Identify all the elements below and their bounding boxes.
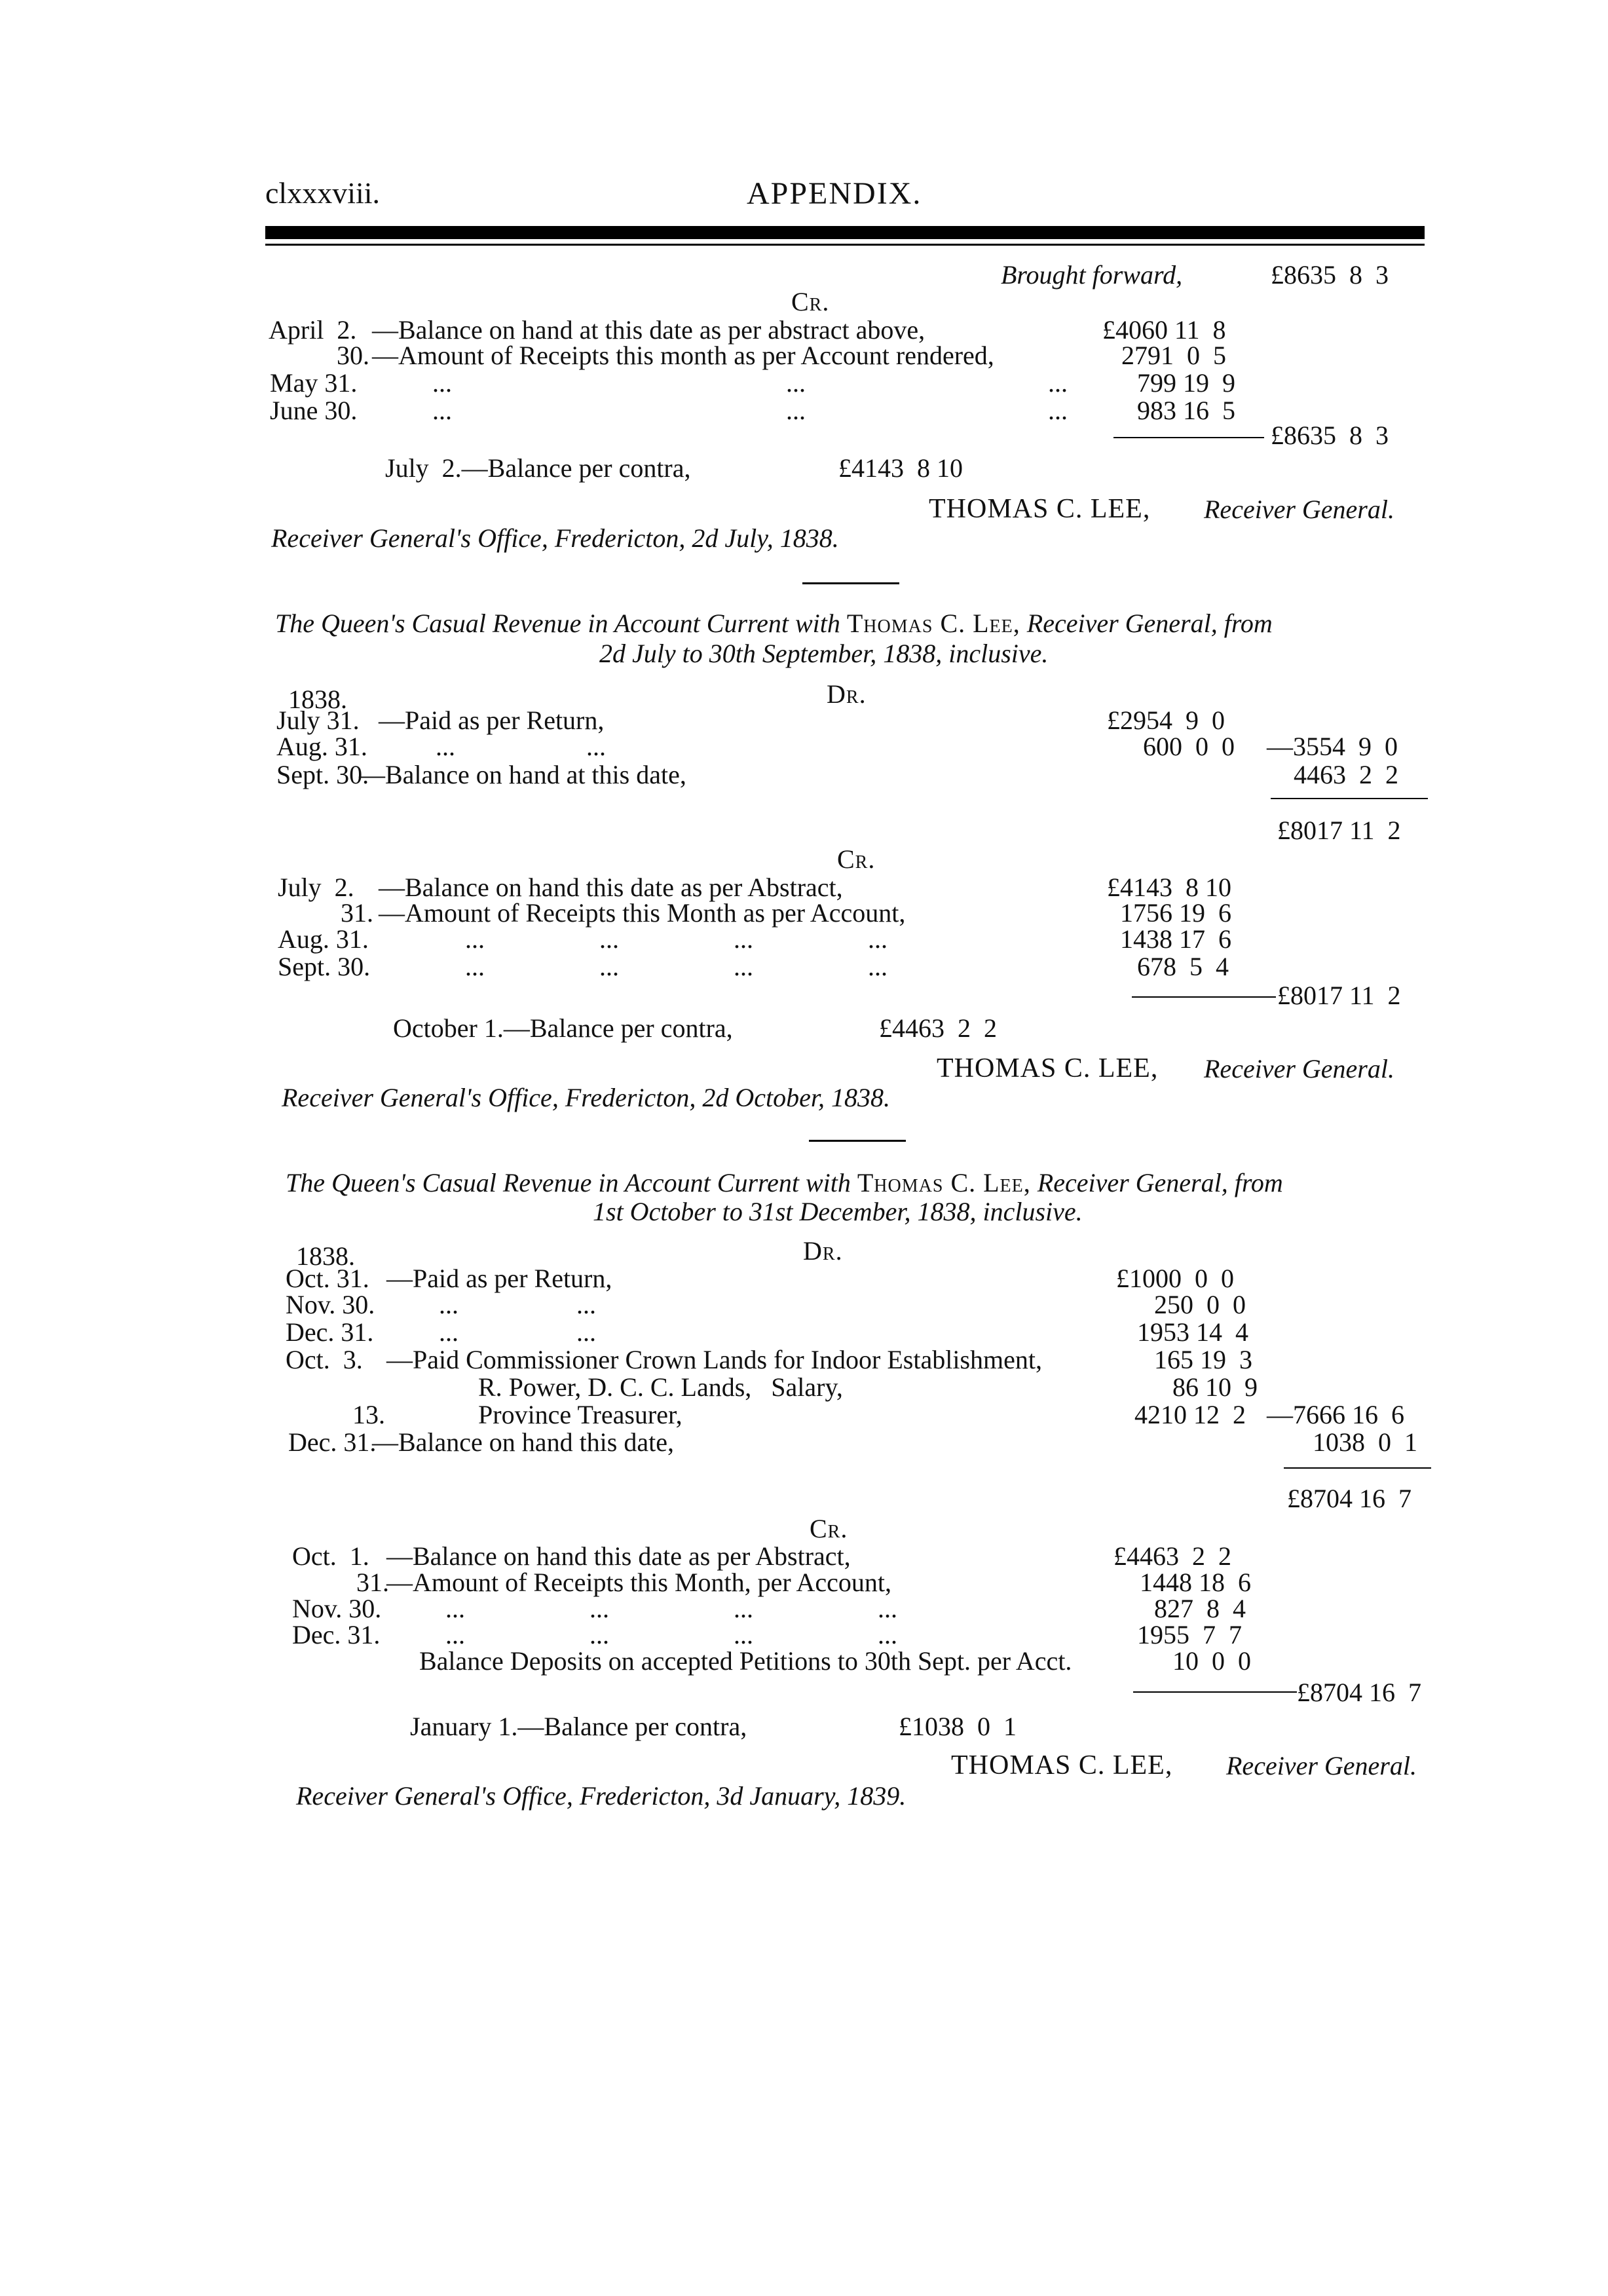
page-title: APPENDIX. xyxy=(747,176,922,211)
entry-amount: 1953 14 4 xyxy=(1137,1317,1248,1347)
ditto-marks: ... ... xyxy=(439,1290,596,1319)
entry-description: —Balance on hand this date as per Abstract, xyxy=(379,873,843,902)
dr-heading: Dr. xyxy=(803,1236,843,1266)
entry-description: —Paid as per Return, xyxy=(386,1264,612,1293)
year-label: 1838. xyxy=(288,685,347,714)
entry-amount: 827 8 4 xyxy=(1154,1594,1246,1623)
total-rule xyxy=(1132,996,1276,998)
account-heading-line1 xyxy=(286,1170,1283,1196)
account-heading-line1 xyxy=(275,611,1273,637)
total-rule xyxy=(1284,1467,1431,1469)
entry-description: Province Treasurer, xyxy=(478,1400,682,1429)
entry-amount: 799 19 9 xyxy=(1137,368,1235,398)
year-label: 1838. xyxy=(296,1241,355,1271)
entry-amount: £1000 0 0 xyxy=(1116,1264,1234,1293)
entry-date: Dec. 31. xyxy=(292,1620,381,1649)
cr-heading: Cr. xyxy=(837,844,876,874)
cr-heading: Cr. xyxy=(791,287,830,316)
entry-description: —Amount of Receipts this Month, per Account, xyxy=(386,1568,892,1597)
heading-text: The Queen's Casual Revenue in Account Current with xyxy=(275,609,840,638)
ditto-marks: ... ... ... xyxy=(432,368,1068,398)
signature-name: THOMAS C. LEE, xyxy=(937,1053,1159,1083)
entry-date: Nov. 30. xyxy=(286,1290,375,1319)
ditto-marks: ... ... xyxy=(439,1317,596,1347)
entry-subtotal: —3554 9 0 xyxy=(1267,732,1398,761)
balance-contra-amount: £4143 8 10 xyxy=(838,453,963,483)
brought-forward-label: Brought forward, xyxy=(1001,260,1183,290)
entry-date: Nov. 30. xyxy=(292,1594,382,1623)
entry-amount: £4463 2 2 xyxy=(1113,1541,1231,1571)
entry-subtotal: 1038 0 1 xyxy=(1313,1427,1417,1457)
entry-description: —Balance on hand this date, xyxy=(372,1427,674,1457)
heading-text: Receiver General, from xyxy=(1037,1168,1283,1197)
signature-name: THOMAS C. LEE, xyxy=(929,494,1151,524)
entry-date: Oct. 3. xyxy=(286,1345,363,1374)
entry-amount: 10 0 0 xyxy=(1172,1646,1251,1676)
entry-description: —Balance on hand at this date as per abstract above, xyxy=(372,315,926,345)
ditto-marks: ... ... ... xyxy=(432,396,1068,425)
entry-date: 31. xyxy=(356,1568,389,1597)
ditto-marks: ... ... xyxy=(436,732,606,761)
entry-date: 30. xyxy=(337,341,369,370)
signature-title: Receiver General. xyxy=(1226,1751,1417,1780)
entry-date: July 2. xyxy=(278,873,354,902)
entry-amount: 1955 7 7 xyxy=(1137,1620,1242,1649)
entry-date: Dec. 31. xyxy=(286,1317,374,1347)
section-separator xyxy=(802,582,899,584)
entry-amount: £4143 8 10 xyxy=(1107,873,1231,902)
ditto-marks: ... ... ... ... xyxy=(465,952,888,981)
entry-date: June 30. xyxy=(270,396,358,425)
dr-total: £8704 16 7 xyxy=(1287,1484,1412,1513)
account-heading-line2: 2d July to 30th September, 1838, inclusive. xyxy=(599,639,1049,668)
entry-date: Aug. 31. xyxy=(276,732,367,761)
entry-description: —Amount of Receipts this Month as per Account, xyxy=(379,898,906,928)
entry-amount: 600 0 0 xyxy=(1143,732,1235,761)
office-line: Receiver General's Office, Fredericton, 3d January, 1839. xyxy=(296,1781,907,1811)
dr-total: £8017 11 2 xyxy=(1277,816,1401,845)
signature-title: Receiver General. xyxy=(1204,495,1394,524)
entry-date: Sept. 30. xyxy=(276,760,369,789)
total-rule xyxy=(1133,1691,1297,1693)
entry-amount: 1438 17 6 xyxy=(1120,924,1231,954)
entry-amount: 250 0 0 xyxy=(1154,1290,1246,1319)
balance-contra-label: January 1.—Balance per contra, xyxy=(410,1712,747,1741)
balance-contra-amount: £4463 2 2 xyxy=(879,1013,997,1043)
heading-name: Thomas C. Lee, xyxy=(846,609,1020,638)
balance-contra-amount: £1038 0 1 xyxy=(899,1712,1017,1741)
entry-amount: 1448 18 6 xyxy=(1140,1568,1251,1597)
account-heading-line2: 1st October to 31st December, 1838, inclusive. xyxy=(593,1197,1083,1226)
entry-date: Oct. 31. xyxy=(286,1264,369,1293)
signature-name: THOMAS C. LEE, xyxy=(951,1750,1173,1780)
entry-description: —Balance on hand this date as per Abstract, xyxy=(386,1541,851,1571)
entry-amount: 2791 0 5 xyxy=(1121,341,1226,370)
entry-description: —Paid as per Return, xyxy=(379,706,605,735)
entry-amount: £4060 11 8 xyxy=(1102,315,1226,345)
brought-forward-amount: £8635 8 3 xyxy=(1271,260,1389,290)
heading-text: Receiver General, from xyxy=(1026,609,1273,638)
entry-date: 13. xyxy=(352,1400,385,1429)
entry-date: Dec. 31. xyxy=(288,1427,377,1457)
office-line: Receiver General's Office, Fredericton, 2d July, 1838. xyxy=(271,523,839,553)
heading-text: The Queen's Casual Revenue in Account Current with xyxy=(286,1168,851,1197)
entry-amount: 86 10 9 xyxy=(1172,1372,1258,1402)
entry-subtotal: 4463 2 2 xyxy=(1294,760,1398,789)
entry-amount: 678 5 4 xyxy=(1137,952,1229,981)
header-rule-thick xyxy=(265,226,1425,239)
entry-subtotal: —7666 16 6 xyxy=(1267,1400,1404,1429)
ditto-marks: ... ... ... ... xyxy=(465,924,888,954)
entry-amount: £2954 9 0 xyxy=(1107,706,1225,735)
section-separator xyxy=(809,1140,906,1142)
entry-description: —Balance on hand at this date, xyxy=(359,760,686,789)
entry-description: Balance Deposits on accepted Petitions to 30th Sept. per Acct. xyxy=(419,1646,1072,1676)
entry-description: R. Power, D. C. C. Lands, Salary, xyxy=(478,1372,843,1402)
entry-date: 31. xyxy=(341,898,373,928)
entry-date: July 31. xyxy=(276,706,360,735)
total-rule xyxy=(1271,798,1428,799)
page-number: clxxxviii. xyxy=(265,176,381,210)
signature-title: Receiver General. xyxy=(1204,1054,1394,1083)
entry-date: Aug. 31. xyxy=(278,924,369,954)
entry-date: Sept. 30. xyxy=(278,952,371,981)
heading-name: Thomas C. Lee, xyxy=(857,1168,1031,1197)
entry-amount: 165 19 3 xyxy=(1154,1345,1252,1374)
balance-contra-label: July 2.—Balance per contra, xyxy=(385,453,691,483)
total-rule xyxy=(1113,437,1264,438)
entry-date: April 2. xyxy=(269,315,357,345)
entry-date: May 31. xyxy=(270,368,358,398)
cr-total: £8635 8 3 xyxy=(1271,421,1389,450)
entry-description: —Amount of Receipts this month as per Account rendered, xyxy=(372,341,994,370)
entry-amount: 983 16 5 xyxy=(1137,396,1235,425)
entry-description: —Paid Commissioner Crown Lands for Indoor Establishment, xyxy=(386,1345,1043,1374)
ditto-marks: ... ... ... ... xyxy=(445,1620,897,1649)
header-rule-thin xyxy=(265,244,1425,246)
cr-total: £8704 16 7 xyxy=(1297,1678,1421,1707)
dr-heading: Dr. xyxy=(827,679,867,709)
balance-contra-label: October 1.—Balance per contra, xyxy=(393,1013,733,1043)
entry-amount: 1756 19 6 xyxy=(1120,898,1231,928)
office-line: Receiver General's Office, Fredericton, 2d October, 1838. xyxy=(282,1083,891,1112)
cr-total: £8017 11 2 xyxy=(1277,981,1401,1010)
entry-date: Oct. 1. xyxy=(292,1541,369,1571)
entry-amount: 4210 12 2 xyxy=(1134,1400,1246,1429)
ditto-marks: ... ... ... ... xyxy=(445,1594,897,1623)
cr-heading: Cr. xyxy=(810,1514,848,1543)
